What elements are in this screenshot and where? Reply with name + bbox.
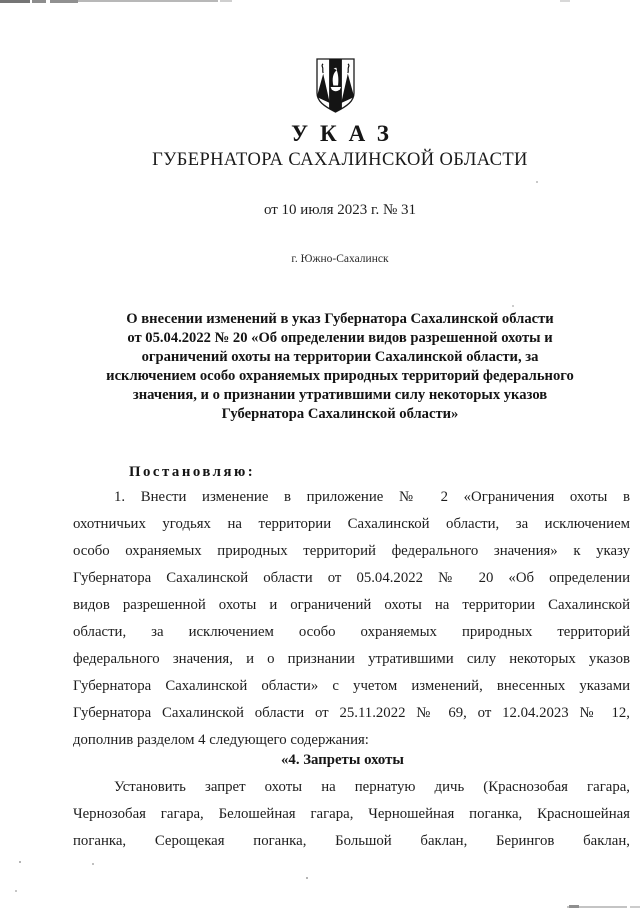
body-line: Чернозобая гагара, Белошейная гагара, Черношейная поганка, Красношейная — [73, 806, 630, 822]
scan-speck — [92, 863, 94, 865]
scan-artifact — [630, 906, 640, 908]
scan-speck — [306, 877, 308, 879]
decree-title-line: О внесении изменений в указ Губернатора Сахалинской области — [126, 311, 554, 327]
body-line: охотничьих угодьях на территории Сахалинской области, за исключением — [73, 516, 630, 532]
scan-artifact — [220, 0, 232, 2]
body-line: поганка, Серощекая поганка, Большой баклан, Берингов баклан, — [73, 833, 630, 849]
decree-title — [40, 310, 640, 424]
scan-artifact — [32, 0, 46, 3]
body-line: Установить запрет охоты на пернатую дичь (Краснозобая гагара, — [114, 779, 630, 795]
decree-date-number: от 10 июля 2023 г. № 31 — [263, 202, 417, 218]
scan-speck — [512, 305, 514, 307]
body-line: области, за исключением особо охраняемых природных территорий — [73, 624, 630, 640]
scan-artifact — [567, 906, 627, 908]
body-line: Губернатора Сахалинской области от 05.04.2022 № 20 «Об определении — [73, 570, 630, 586]
decree-title-line: Губернатора Сахалинской области» — [221, 406, 459, 422]
scan-artifact — [50, 0, 78, 3]
paragraph-1 — [73, 484, 630, 754]
scan-artifact — [569, 905, 579, 908]
scan-speck — [536, 181, 538, 183]
body-line: видов разрешенной охоты и ограничений охоты на территории Сахалинской — [73, 597, 630, 613]
resolution-word: Постановляю: — [129, 464, 256, 480]
scan-artifact — [560, 0, 570, 2]
scan-speck — [19, 861, 21, 863]
decree-title-line: значения, и о признании утратившими силу некоторых указов — [132, 387, 548, 403]
paragraph-2 — [73, 774, 630, 855]
decree-title-line: от 05.04.2022 № 20 «Об определении видов разрешенной охоты и — [127, 330, 553, 346]
body-line: особо охраняемых природных территорий федерального значения» к указу — [73, 543, 630, 559]
decree-title-line: ограничений охоты на территории Сахалинской области, за — [141, 349, 539, 365]
decree-title-line: исключением особо охраняемых природных территорий федерального — [106, 368, 574, 384]
section-heading: «4. Запреты охоты — [281, 752, 404, 768]
sakhalin-coat-of-arms-icon — [316, 58, 355, 113]
body-line: 1. Внести изменение в приложение № 2 «Ограничения охоты в — [114, 489, 630, 505]
decree-type-label: УКАЗ — [291, 121, 401, 146]
body-line: дополнив разделом 4 следующего содержания: — [73, 732, 369, 748]
body-line: Губернатора Сахалинской области» с учетом изменений, внесенных указами — [73, 678, 630, 694]
decree-type-heading — [40, 121, 640, 147]
body-line: Губернатора Сахалинской области от 25.11.2022 № 69, от 12.04.2023 № 12, — [73, 705, 630, 721]
decree-authority: ГУБЕРНАТОРА САХАЛИНСКОЙ ОБЛАСТИ — [152, 150, 528, 170]
scan-artifact — [78, 0, 218, 2]
decree-place: г. Южно-Сахалинск — [291, 253, 389, 265]
scan-speck — [15, 890, 17, 892]
scan-artifact — [0, 0, 30, 3]
body-line: федерального значения, и о признании утратившими силу некоторых указов — [73, 651, 630, 667]
